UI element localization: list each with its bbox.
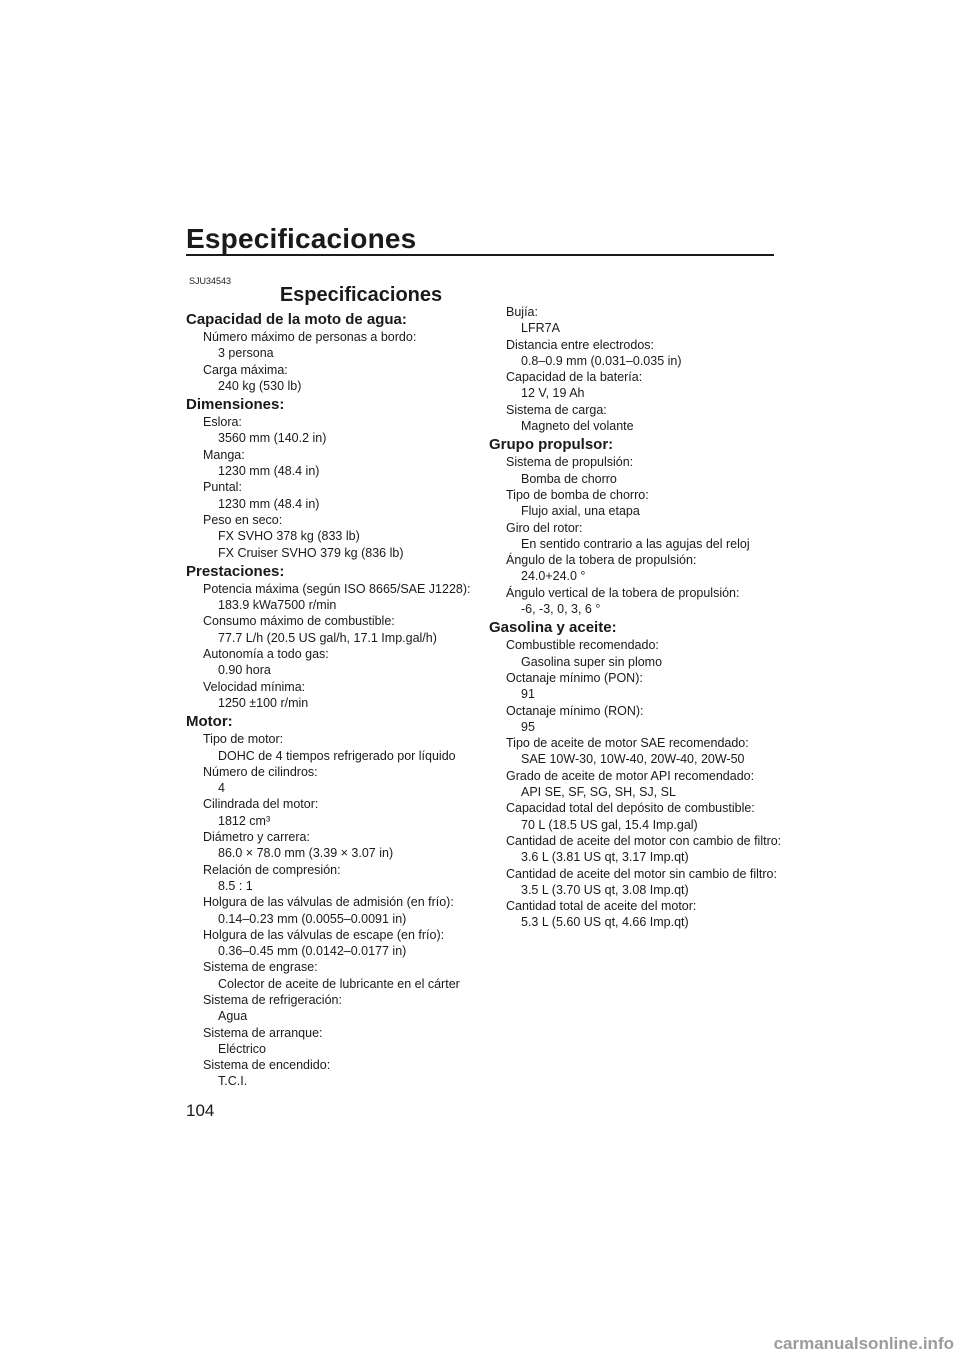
spec-label: Sistema de engrase: — [203, 960, 318, 975]
spec-label: Número de cilindros: — [203, 764, 318, 779]
spec-value: Bomba de chorro — [521, 471, 617, 486]
spec-value: -6, -3, 0, 3, 6 ° — [521, 602, 601, 617]
spec-value: 24.0+24.0 ° — [521, 569, 586, 584]
spec-group-title: Capacidad de la moto de agua: — [186, 311, 407, 328]
spec-label: Sistema de refrigeración: — [203, 992, 342, 1007]
spec-label: Relación de compresión: — [203, 862, 341, 877]
spec-label: Ángulo vertical de la tobera de propulsión: — [506, 585, 740, 600]
spec-label: Velocidad mínima: — [203, 679, 306, 694]
spec-group-title: Prestaciones: — [186, 562, 285, 580]
spec-label: Tipo de aceite de motor SAE recomendado: — [506, 736, 749, 751]
spec-group-title: Gasolina y aceite: — [489, 619, 617, 637]
spec-label: Sistema de carga: — [506, 402, 607, 417]
spec-value: 3 persona — [218, 346, 274, 361]
spec-label: Sistema de propulsión: — [506, 455, 634, 470]
spec-label: Cilindrada del motor: — [203, 797, 319, 812]
spec-label: Tipo de bomba de chorro: — [506, 487, 649, 502]
spec-value: 1230 mm (48.4 in) — [218, 464, 320, 479]
spec-label: Giro del rotor: — [506, 520, 583, 535]
spec-value: Colector de aceite de lubricante en el cárter — [218, 976, 460, 991]
spec-value: API SE, SF, SG, SH, SJ, SL — [521, 785, 676, 800]
spec-label: Cantidad de aceite del motor sin cambio de filtro: — [506, 866, 777, 881]
spec-label: Sistema de encendido: — [203, 1058, 331, 1073]
left-spec-groups — [186, 311, 476, 1090]
spec-value: FX Cruiser SVHO 379 kg (836 lb) — [218, 545, 404, 560]
spec-value: Magneto del volante — [521, 419, 634, 434]
spec-value: Agua — [218, 1009, 248, 1024]
spec-label: Holgura de las válvulas de admisión (en frío): — [203, 895, 454, 910]
spec-value: 0.90 hora — [218, 663, 271, 678]
section-title: Especificaciones — [279, 284, 443, 306]
left-column — [186, 276, 476, 1090]
spec-value: Gasolina super sin plomo — [521, 654, 663, 669]
spec-label: Número máximo de personas a bordo: — [203, 330, 417, 344]
spec-value: 0.14–0.23 mm (0.0055–0.0091 in) — [218, 911, 407, 926]
spec-value: 1812 cm³ — [218, 813, 271, 828]
spec-label: Sistema de arranque: — [203, 1025, 323, 1040]
spec-label: Cantidad total de aceite del motor: — [506, 899, 697, 914]
spec-value: 5.3 L (5.60 US qt, 4.66 Imp.qt) — [521, 915, 689, 930]
header-divider — [186, 254, 774, 256]
spec-value: 12 V, 19 Ah — [521, 386, 585, 401]
spec-value: 240 kg (530 lb) — [218, 378, 302, 393]
spec-value: 3.6 L (3.81 US qt, 3.17 Imp.qt) — [521, 850, 689, 865]
spec-value: 70 L (18.5 US gal, 15.4 Imp.gal) — [521, 817, 698, 832]
spec-label: Peso en seco: — [203, 512, 283, 527]
spec-label: Carga máxima: — [203, 362, 288, 377]
spec-value: FX SVHO 378 kg (833 lb) — [218, 529, 360, 544]
spec-label: Ángulo de la tobera de propulsión: — [506, 553, 697, 568]
spec-value: 0.36–0.45 mm (0.0142–0.0177 in) — [218, 944, 407, 959]
spec-label: Grado de aceite de motor API recomendado: — [506, 768, 755, 783]
spec-value: 183.9 kWa7500 r/min — [218, 598, 337, 613]
page-header-title: Especificaciones — [186, 223, 417, 254]
spec-label: Distancia entre electrodos: — [506, 337, 654, 352]
spec-label: Capacidad total del depósito de combustible: — [506, 801, 755, 816]
spec-label: Manga: — [203, 447, 245, 462]
spec-label: Holgura de las válvulas de escape (en frío): — [203, 927, 445, 942]
spec-value: 4 — [218, 781, 225, 796]
spec-group-title: Dimensiones: — [186, 396, 285, 414]
spec-label: Consumo máximo de combustible: — [203, 614, 395, 629]
spec-label: Tipo de motor: — [203, 732, 284, 747]
spec-value: 8.5 : 1 — [218, 878, 253, 893]
spec-label: Capacidad de la batería: — [506, 370, 643, 385]
spec-value: En sentido contrario a las agujas del reloj — [521, 536, 750, 551]
right-column — [489, 304, 789, 931]
spec-label: Autonomía a todo gas: — [203, 647, 329, 662]
right-spec-groups — [489, 304, 789, 931]
spec-group-title: Grupo propulsor: — [489, 436, 614, 454]
spec-label: Puntal: — [203, 480, 242, 495]
spec-value: SAE 10W-30, 10W-40, 20W-40, 20W-50 — [521, 752, 745, 767]
spec-label: Octanaje mínimo (PON): — [506, 670, 643, 685]
spec-value: 3.5 L (3.70 US qt, 3.08 Imp.qt) — [521, 882, 689, 897]
watermark: carmanualsonline.info — [773, 1334, 954, 1353]
spec-value: LFR7A — [521, 321, 560, 336]
section-code: SJU34543 — [189, 276, 232, 286]
spec-value: 77.7 L/h (20.5 US gal/h, 17.1 Imp.gal/h) — [218, 630, 437, 645]
spec-value: Flujo axial, una etapa — [521, 504, 640, 519]
spec-value: 1250 ±100 r/min — [218, 695, 309, 710]
spec-value: DOHC de 4 tiempos refrigerado por líquido — [218, 748, 456, 763]
spec-label: Diámetro y carrera: — [203, 830, 310, 845]
spec-value: T.C.I. — [218, 1074, 248, 1089]
spec-label: Potencia máxima (según ISO 8665/SAE J1228): — [203, 581, 471, 596]
spec-label: Combustible recomendado: — [506, 638, 659, 653]
page-number: 104 — [186, 1101, 215, 1120]
spec-label: Bujía: — [506, 305, 538, 319]
spec-value: 95 — [521, 719, 535, 734]
spec-label: Cantidad de aceite del motor con cambio de filtro: — [506, 833, 782, 848]
spec-label: Octanaje mínimo (RON): — [506, 703, 644, 718]
spec-group-title: Motor: — [186, 713, 233, 731]
spec-value: 3560 mm (140.2 in) — [218, 431, 327, 446]
spec-value: 91 — [521, 687, 535, 702]
spec-value: 86.0 × 78.0 mm (3.39 × 3.07 in) — [218, 846, 394, 861]
spec-value: Eléctrico — [218, 1041, 266, 1056]
spec-label: Eslora: — [203, 415, 242, 430]
spec-value: 0.8–0.9 mm (0.031–0.035 in) — [521, 353, 682, 368]
spec-value: 1230 mm (48.4 in) — [218, 496, 320, 511]
